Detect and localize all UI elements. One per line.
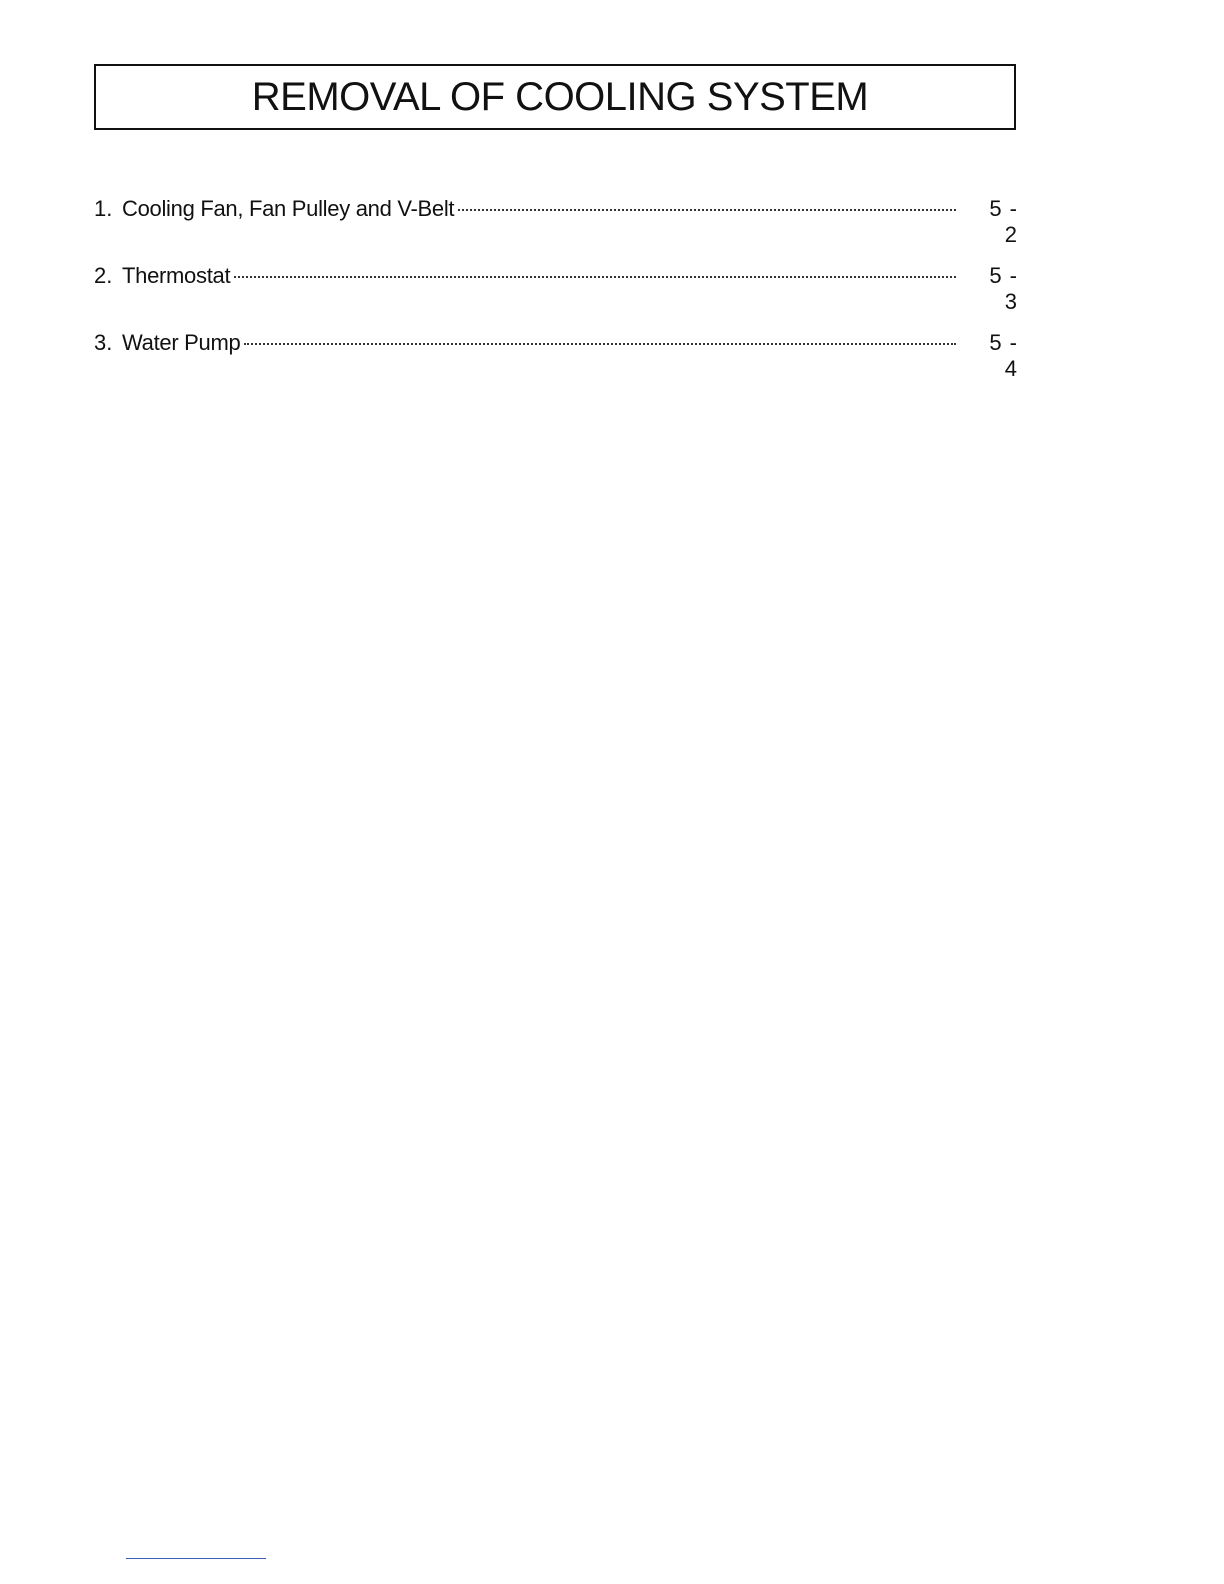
toc-entry-page: 5 - 4 <box>989 330 1018 381</box>
dot-leader <box>458 209 956 211</box>
toc-entry-page: 5 - 3 <box>989 263 1018 314</box>
toc-entry-number: 1. <box>94 196 113 221</box>
toc-entry[interactable] <box>94 330 1018 397</box>
footer-rule <box>126 1558 266 1559</box>
dot-leader <box>244 343 956 345</box>
toc-entry-number: 3. <box>94 330 113 355</box>
toc-entry[interactable] <box>94 196 1018 263</box>
table-of-contents <box>94 196 1018 397</box>
toc-entry-number: 2. <box>94 263 113 288</box>
dot-leader <box>234 276 956 278</box>
toc-entry-label: Thermostat <box>122 263 231 288</box>
toc-entry-label: Cooling Fan, Fan Pulley and V-Belt <box>122 196 455 221</box>
toc-entry-page: 5 - 2 <box>989 196 1018 247</box>
title-box <box>94 64 1016 130</box>
toc-entry-label: Water Pump <box>122 330 241 355</box>
toc-entry[interactable] <box>94 263 1018 330</box>
page-title: REMOVAL OF COOLING SYSTEM <box>251 74 869 119</box>
